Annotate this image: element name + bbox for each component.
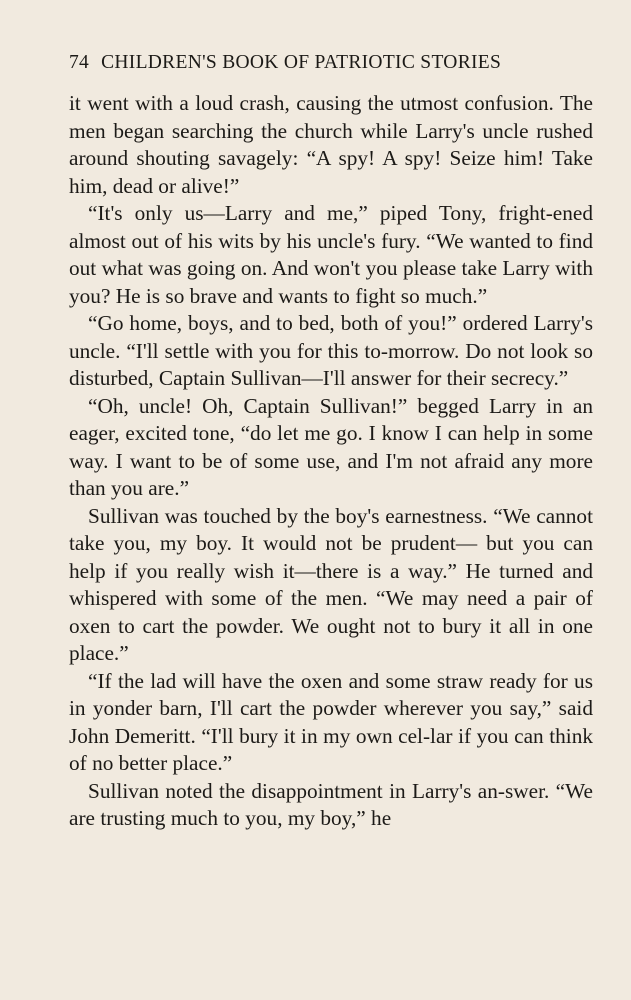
running-title: CHILDREN'S BOOK OF PATRIOTIC STORIES (101, 52, 502, 73)
paragraph-4: “Oh, uncle! Oh, Captain Sullivan!” begged Larry in an eager, excited tone, “do let me go. I know I can help in some way. I want to be of some use, and I'm not afraid any more than you are.” (69, 393, 593, 500)
paragraph-3: “Go home, boys, and to bed, both of you!” ordered Larry's uncle. “I'll settle with you for this to-morrow. Do not look so disturbed, Captain Sullivan—I'll answer for their secrecy.” (69, 311, 593, 390)
paragraph-6: “If the lad will have the oxen and some straw ready for us in yonder barn, I'll cart the powder wherever you say,” said John Demeritt. “I'll bury it in my own cel-lar if you can think of no better place.” (69, 668, 593, 775)
paragraph-5: Sullivan was touched by the boy's earnestness. “We cannot take you, my boy. It would not be prudent— but you can help if you really wish it—there is a way.” He turned and whispered with some of the men. “We may need a pair of oxen to cart the powder. We ought not to bury it all in one place.” (69, 503, 593, 665)
running-header (69, 52, 563, 74)
page-number: 74 (69, 52, 90, 73)
paragraph-1: it went with a loud crash, causing the utmost confusion. The men began searching the church while Larry's uncle rushed around shouting savagely: “A spy! A spy! Seize him! Take him, dead or alive!” (69, 91, 593, 198)
paragraph-2: “It's only us—Larry and me,” piped Tony, fright-ened almost out of his wits by his uncle's fury. “We wanted to find out what was going on. And won't you please take Larry with you? He is so brave and wants to fight so much.” (69, 201, 593, 308)
paragraph-7: Sullivan noted the disappointment in Larry's an-swer. “We are trusting much to you, my boy,” he (69, 778, 593, 830)
body-text (69, 90, 593, 833)
